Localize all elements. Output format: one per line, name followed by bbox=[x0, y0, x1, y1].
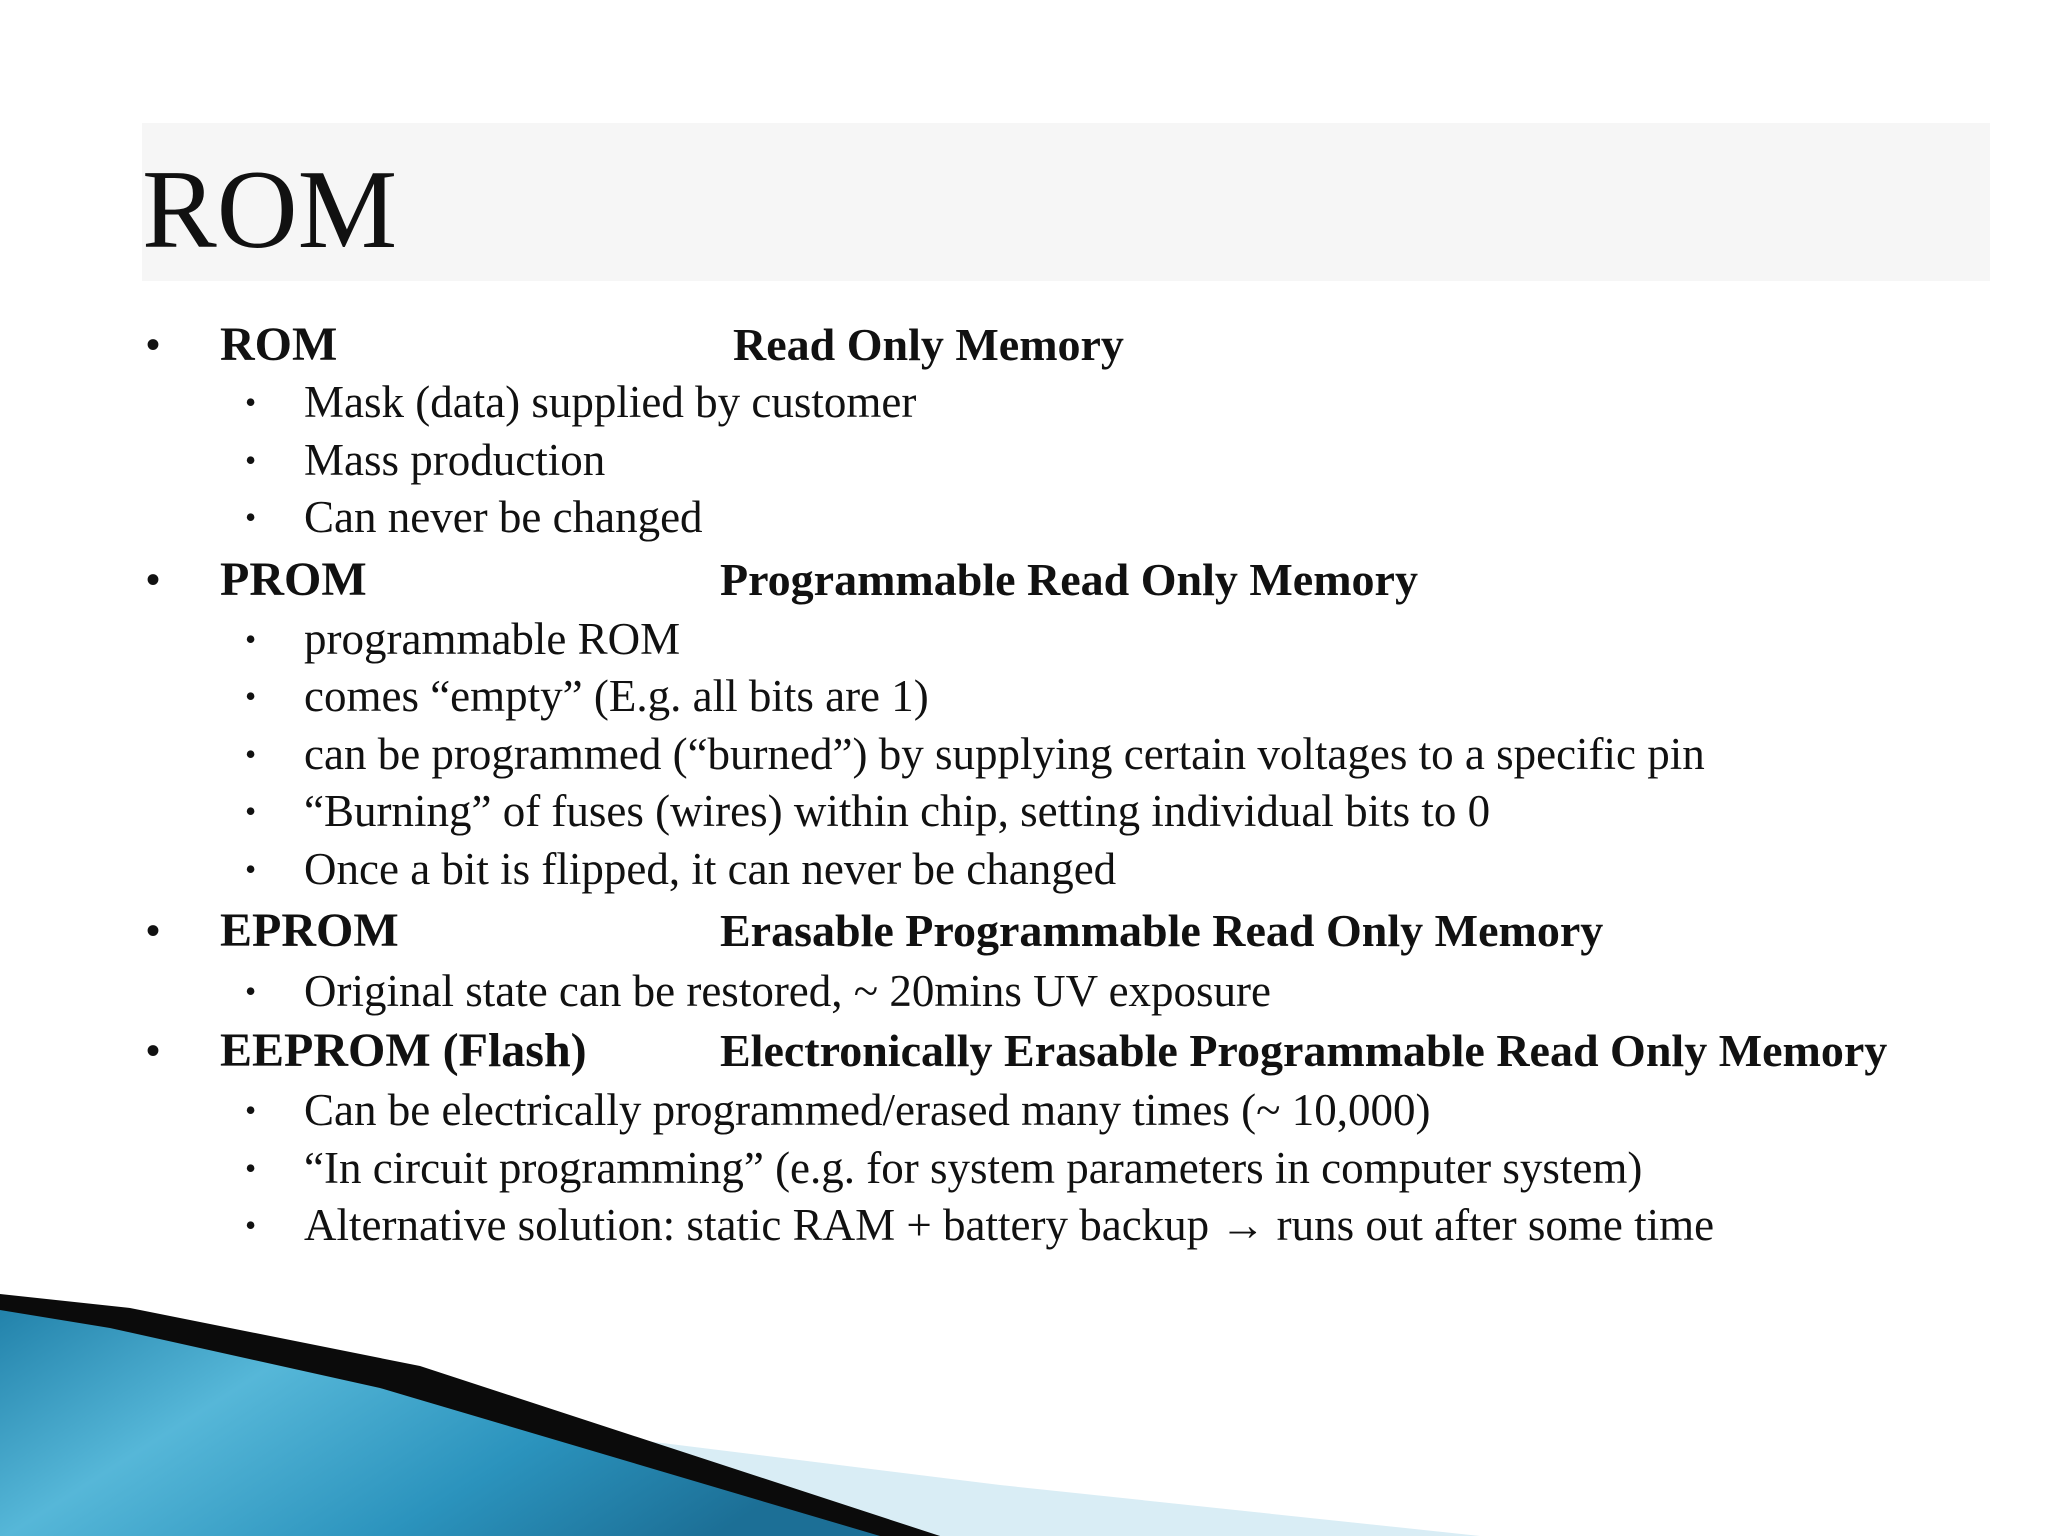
bullet: • bbox=[245, 851, 257, 887]
term: EEPROM (Flash) bbox=[220, 1024, 587, 1077]
list-item bbox=[0, 610, 2048, 668]
definition: Erasable Programmable Read Only Memory bbox=[720, 905, 1604, 956]
bullet: • bbox=[245, 442, 257, 478]
item-text: comes “empty” (E.g. all bits are 1) bbox=[304, 671, 929, 721]
bullet: • bbox=[245, 736, 257, 772]
bullet: • bbox=[245, 678, 257, 714]
bullet: • bbox=[245, 793, 257, 829]
list-item bbox=[0, 373, 2048, 431]
bullet: • bbox=[245, 1092, 257, 1128]
list-item bbox=[0, 431, 2048, 489]
bullet: • bbox=[245, 621, 257, 657]
bullet: • bbox=[245, 499, 257, 535]
list-item bbox=[0, 1139, 2048, 1197]
item-text: Alternative solution: static RAM + battery backup → runs out after some time bbox=[304, 1200, 1715, 1250]
list-item bbox=[0, 667, 2048, 725]
item-text: can be programmed (“burned”) by supplying certain voltages to a specific pin bbox=[304, 729, 1705, 779]
section-heading-rom bbox=[0, 316, 2048, 374]
bullet: • bbox=[146, 557, 161, 602]
bullet: • bbox=[146, 1028, 161, 1073]
slide-swoosh-decoration bbox=[0, 1280, 2048, 1536]
item-text: Can never be changed bbox=[304, 492, 703, 542]
definition: Electronically Erasable Programmable Read Only Memory bbox=[720, 1025, 1888, 1076]
list-item bbox=[0, 1081, 2048, 1139]
list-item bbox=[0, 488, 2048, 546]
bullet: • bbox=[245, 1150, 257, 1186]
bullet: • bbox=[245, 973, 257, 1009]
bullet: • bbox=[245, 1207, 257, 1243]
bullet: • bbox=[146, 322, 161, 367]
list-item bbox=[0, 1196, 2048, 1254]
bullet: • bbox=[245, 384, 257, 420]
item-text: Original state can be restored, ~ 20mins UV exposure bbox=[304, 966, 1272, 1016]
item-text: Once a bit is flipped, it can never be changed bbox=[304, 844, 1117, 894]
slide-title: ROM bbox=[142, 148, 398, 272]
list-item bbox=[0, 962, 2048, 1020]
list-item bbox=[0, 782, 2048, 840]
definition: Programmable Read Only Memory bbox=[720, 554, 1418, 605]
list-item bbox=[0, 840, 2048, 898]
term: ROM bbox=[220, 318, 338, 371]
definition: Read Only Memory bbox=[733, 319, 1124, 370]
item-text: Can be electrically programmed/erased many times (~ 10,000) bbox=[304, 1085, 1431, 1135]
item-text: programmable ROM bbox=[304, 614, 681, 664]
item-text: “In circuit programming” (e.g. for system parameters in computer system) bbox=[304, 1143, 1643, 1193]
section-heading-prom bbox=[0, 551, 2048, 609]
term: PROM bbox=[220, 553, 367, 606]
term: EPROM bbox=[220, 904, 399, 957]
item-text: “Burning” of fuses (wires) within chip, setting individual bits to 0 bbox=[304, 786, 1491, 836]
item-text: Mask (data) supplied by customer bbox=[304, 377, 917, 427]
item-text: Mass production bbox=[304, 435, 606, 485]
section-heading-eeprom bbox=[0, 1022, 2048, 1080]
list-item bbox=[0, 725, 2048, 783]
bullet: • bbox=[146, 908, 161, 953]
section-heading-eprom bbox=[0, 902, 2048, 960]
